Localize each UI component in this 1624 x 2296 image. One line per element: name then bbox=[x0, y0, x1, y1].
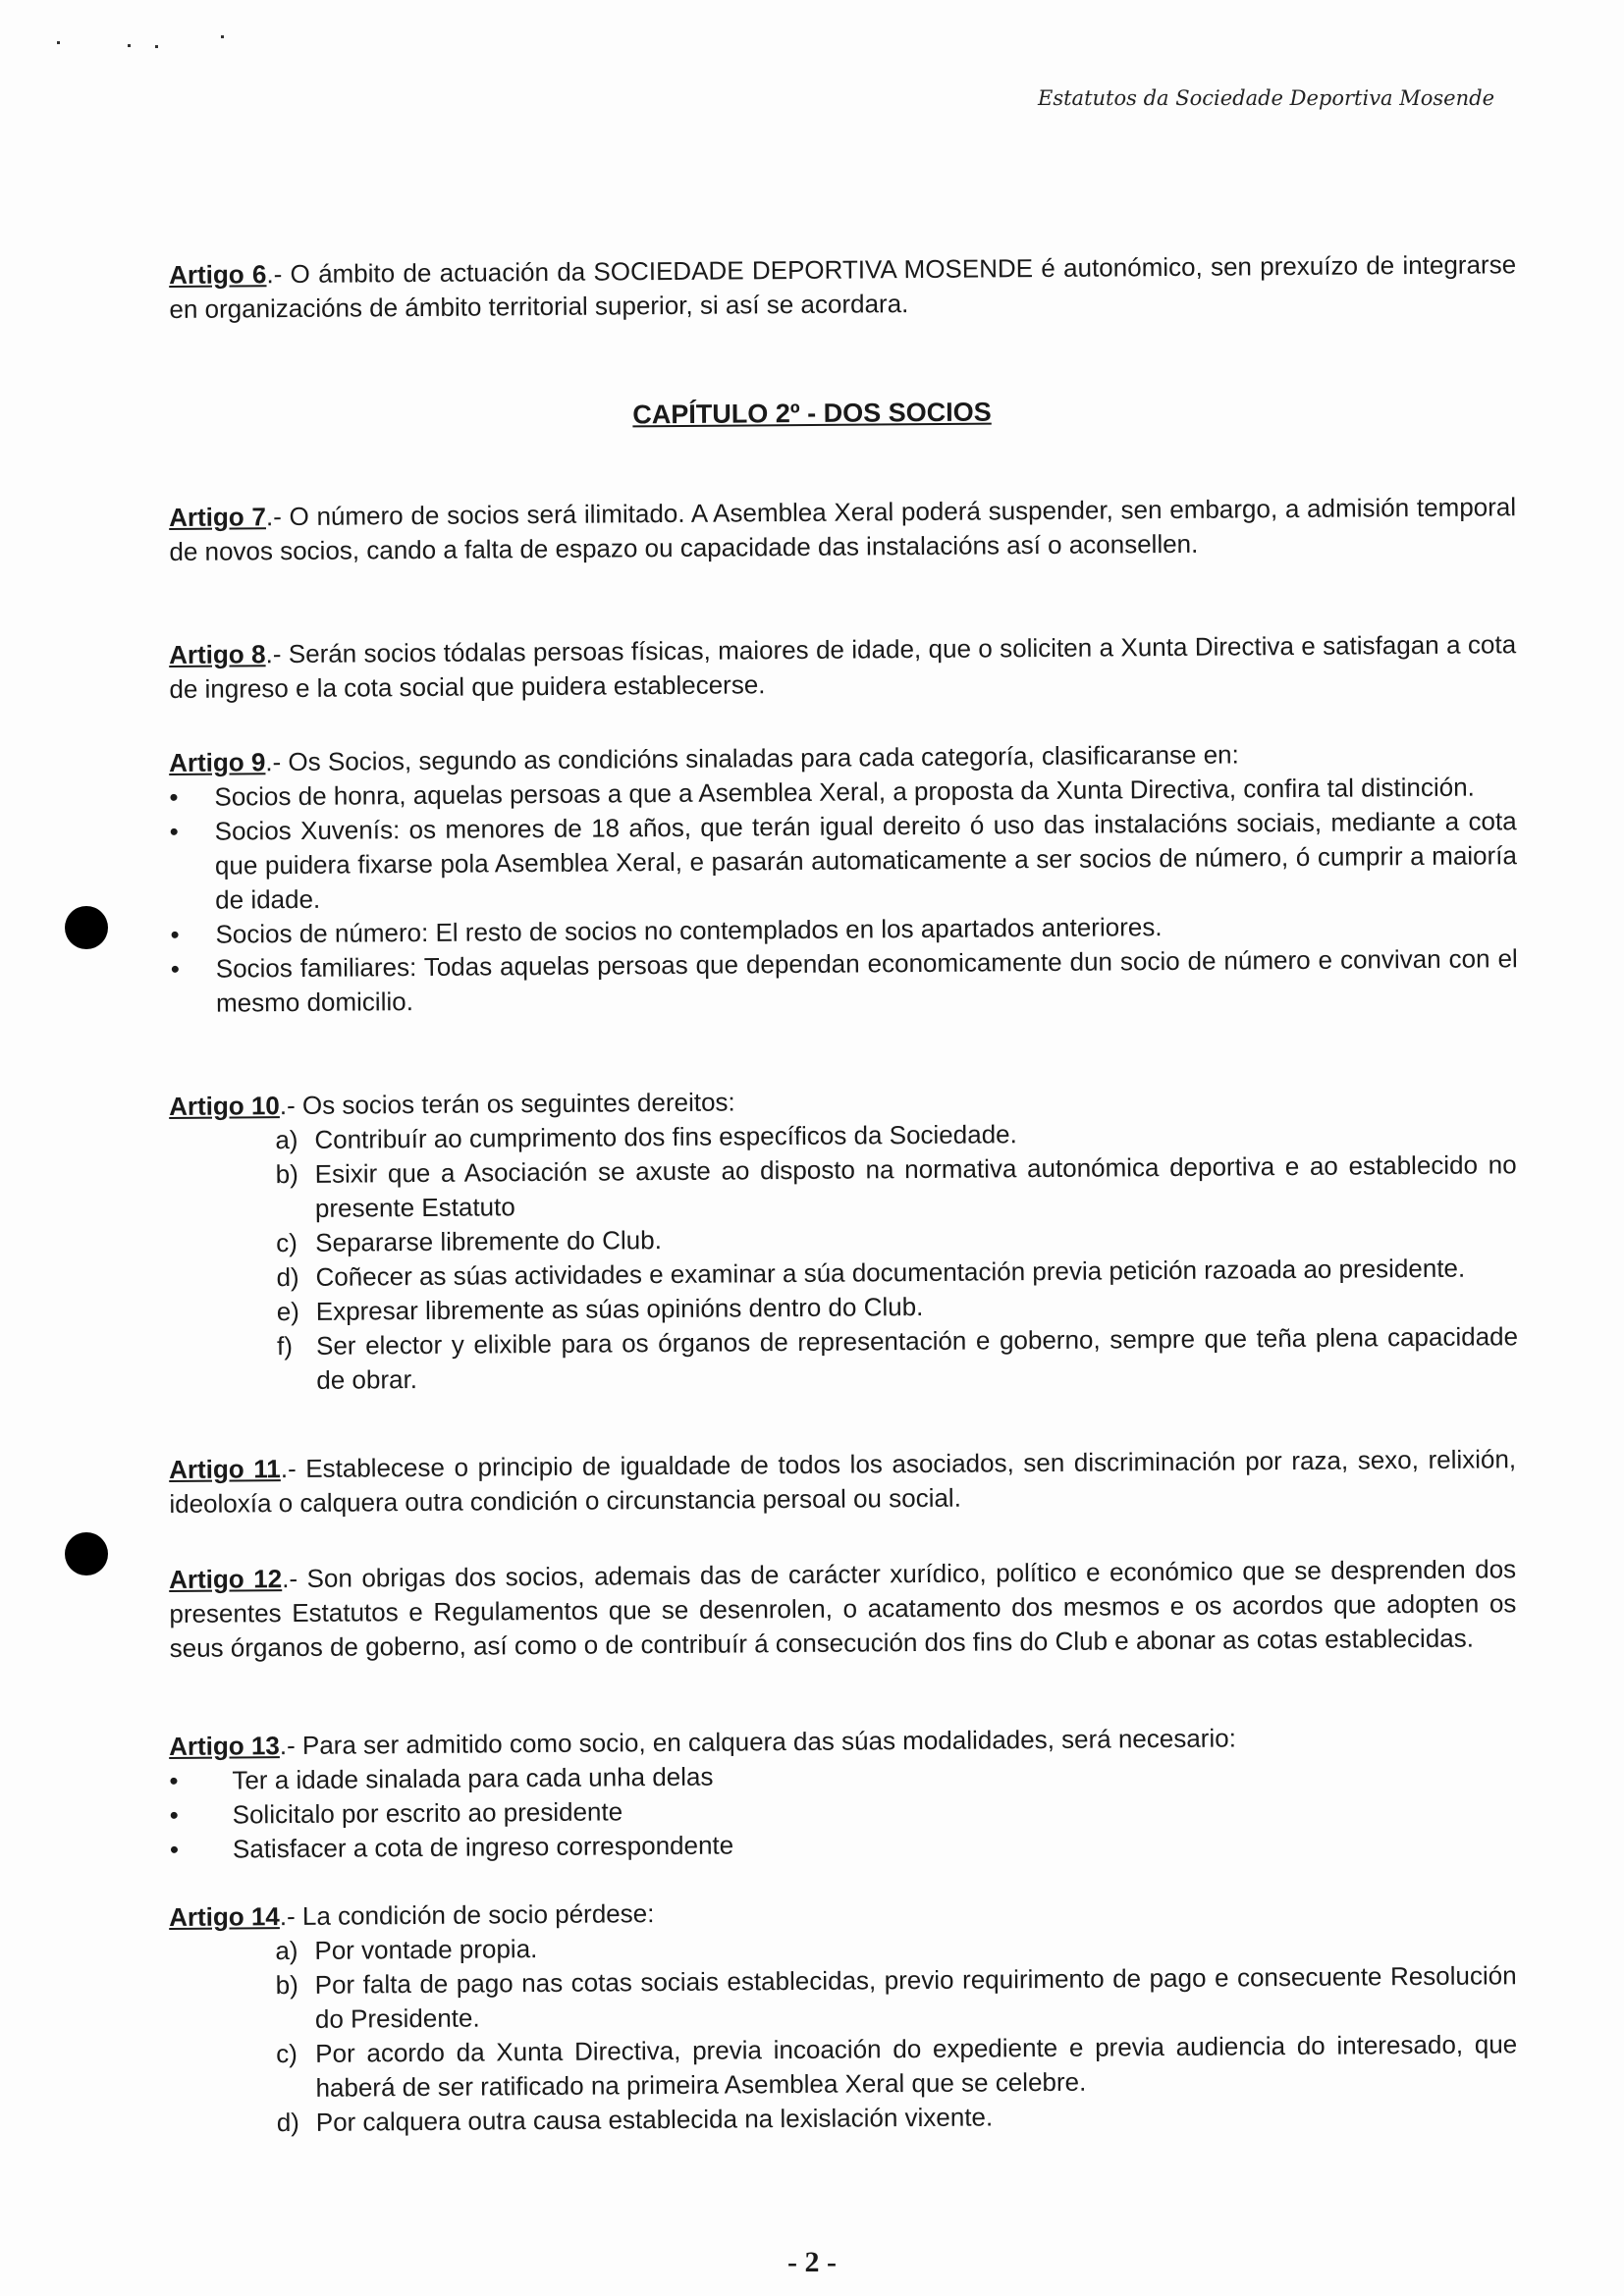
punch-hole bbox=[65, 906, 108, 949]
chapter-heading: CAPÍTULO 2º - DOS SOCIOS bbox=[632, 397, 992, 430]
item-letter: d) bbox=[276, 1261, 299, 1293]
list-item: • Ter a idade sinalada para cada unha delas bbox=[169, 1753, 1516, 1798]
article-label: Artigo 11 bbox=[169, 1454, 281, 1484]
item-letter: a) bbox=[275, 1935, 298, 1966]
article-label: Artigo 7 bbox=[169, 502, 267, 532]
article-14 bbox=[169, 1890, 1518, 2141]
article-text: .- Os Socios, segundo as condicións sinaladas para cada categoría, clasificaranse en: bbox=[265, 739, 1239, 777]
item-text: Coñecer as súas actividades e examinar a súa documentación previa petición razoada ao presidente. bbox=[315, 1253, 1466, 1292]
item-text: Contribuír ao cumprimento dos fins específicos da Sociedade. bbox=[314, 1119, 1017, 1154]
item-text: Por vontade propia. bbox=[314, 1934, 538, 1965]
article-text: .- Serán socios tódalas persoas físicas, maiores de idade, que o soliciten a Xunta Directiva e satisfagan a cota de ingreso e la cota social que puidera establecerse. bbox=[169, 629, 1517, 704]
item-letter: a) bbox=[275, 1124, 298, 1155]
article-text: .- La condición de socio pérdese: bbox=[279, 1898, 655, 1932]
article-text: .- Os socios terán os seguintes dereitos: bbox=[279, 1087, 735, 1121]
rights-list bbox=[169, 1113, 1518, 1399]
article-label: Artigo 12 bbox=[169, 1564, 283, 1594]
item-letter: d) bbox=[276, 2107, 300, 2138]
admission-requirements-list bbox=[169, 1753, 1517, 1867]
list-item: • Solicitalo por escrito ao presidente bbox=[170, 1788, 1517, 1833]
scan-speck bbox=[57, 41, 60, 44]
article-label: Artigo 10 bbox=[169, 1091, 280, 1121]
page-number: - 2 - bbox=[787, 2246, 837, 2278]
article-label: Artigo 8 bbox=[169, 639, 266, 669]
article-12 bbox=[169, 1552, 1517, 1666]
item-letter: f) bbox=[276, 1331, 294, 1362]
item-letter: e) bbox=[276, 1296, 300, 1327]
item-text: Por acordo da Xunta Directiva, previa incoación do expediente e previa audiencia do interesado, que haberá de ser ratificado na primeira Asemblea Xeral que se celebre. bbox=[315, 2029, 1518, 2103]
article-9 bbox=[169, 735, 1518, 1021]
scan-speck bbox=[221, 35, 224, 38]
running-header: Estatutos da Sociedade Deportiva Mosende bbox=[1038, 86, 1494, 110]
item-text: Expresar libremente as súas opinións dentro do Club. bbox=[315, 1291, 924, 1326]
punch-hole bbox=[65, 1532, 108, 1575]
list-item: • Satisfacer a cota de ingreso correspondente bbox=[170, 1822, 1517, 1867]
article-text: .- O ámbito de actuación da SOCIEDADE DEPORTIVA MOSENDE é autonómico, sen prexuízo de integrarse en organizacións de ámbito territorial superior, si así se acordara. bbox=[169, 249, 1517, 324]
member-categories-list bbox=[169, 770, 1518, 1021]
article-8 bbox=[169, 627, 1517, 707]
list-item bbox=[276, 2027, 1518, 2106]
article-11 bbox=[169, 1442, 1517, 1522]
item-text: Esixir que a Asociación se axuste ao disposto na normativa autonómica deportiva e ao establecido no presente Estatuto bbox=[314, 1149, 1517, 1223]
article-text: .- Establecese o principio de igualdade de todos los asociados, sen discriminación por raza, sexo, relixión, ideoloxía o calquera outra condición o circunstancia persoal ou social. bbox=[169, 1444, 1517, 1519]
scan-speck bbox=[128, 44, 131, 47]
article-13 bbox=[169, 1719, 1517, 1867]
item-text: Separarse libremente do Club. bbox=[315, 1225, 662, 1257]
article-label: Artigo 13 bbox=[169, 1731, 280, 1761]
article-label: Artigo 9 bbox=[169, 747, 266, 777]
article-6 bbox=[169, 247, 1517, 327]
article-text: .- Para ser admitido como socio, en calquera das súas modalidades, será necesario: bbox=[279, 1723, 1236, 1761]
item-text: Por falta de pago nas cotas sociais establecidas, previo requirimento de pago e consecuente Resolución do Presidente. bbox=[314, 1960, 1517, 2034]
article-text: .- Son obrigas dos socios, ademais das de carácter xurídico, político e económico que se desprenden dos presentes Estatutos e Regulamentos que se desenrolen, o acatamento dos mesmos e os acordos que adopten os seus órganos de goberno, así como o de contribuír á consecución dos fins do Club e abonar as cotas establecidas. bbox=[169, 1554, 1517, 1663]
scan-speck bbox=[155, 45, 158, 48]
list-item: • Socios de número: El resto de socios no contemplados en los apartados anteriores. bbox=[170, 907, 1517, 952]
item-letter: b) bbox=[275, 1158, 298, 1190]
list-item: • Socios familiares: Todas aquelas persoas que dependan economicamente dun socio de número e convivan con el mesmo domicilio. bbox=[171, 941, 1519, 1021]
list-item bbox=[276, 1958, 1518, 2037]
item-text: Ser elector y elixible para os órganos de representación e goberno, sempre que teña plena capacidade de obrar. bbox=[315, 1321, 1519, 1395]
loss-conditions-list bbox=[169, 1924, 1518, 2141]
item-text: Por calquera outra causa establecida na lexislación vixente. bbox=[315, 2102, 994, 2137]
list-item bbox=[277, 1319, 1519, 1398]
article-text: .- O número de socios será ilimitado. A Asemblea Xeral poderá suspender, sen embargo, a admisión temporal de novos socios, cando a falta de espazo ou capacidade das instalacións así o aconsellen. bbox=[169, 492, 1517, 566]
list-item: • Socios de honra, aquelas persoas a que a Asemblea Xeral, a proposta da Xunta Directiva, confira tal distinción. bbox=[169, 770, 1516, 815]
item-letter: b) bbox=[275, 1969, 298, 2001]
item-letter: c) bbox=[276, 2038, 298, 2069]
article-label: Artigo 14 bbox=[169, 1901, 280, 1932]
article-label: Artigo 6 bbox=[169, 259, 267, 290]
article-10 bbox=[169, 1079, 1518, 1399]
article-7 bbox=[169, 490, 1517, 569]
item-letter: c) bbox=[276, 1227, 298, 1258]
list-item: • Socios Xuvenís: os menores de 18 años, que terán igual dereito ó uso das instalacións sociais, mediante a cota que puidera fixarse pola Asemblea Xeral, e pasarán automaticamente a ser socios de número, ó cumprir a maioría de idade. bbox=[170, 804, 1518, 918]
list-item bbox=[276, 1148, 1518, 1226]
